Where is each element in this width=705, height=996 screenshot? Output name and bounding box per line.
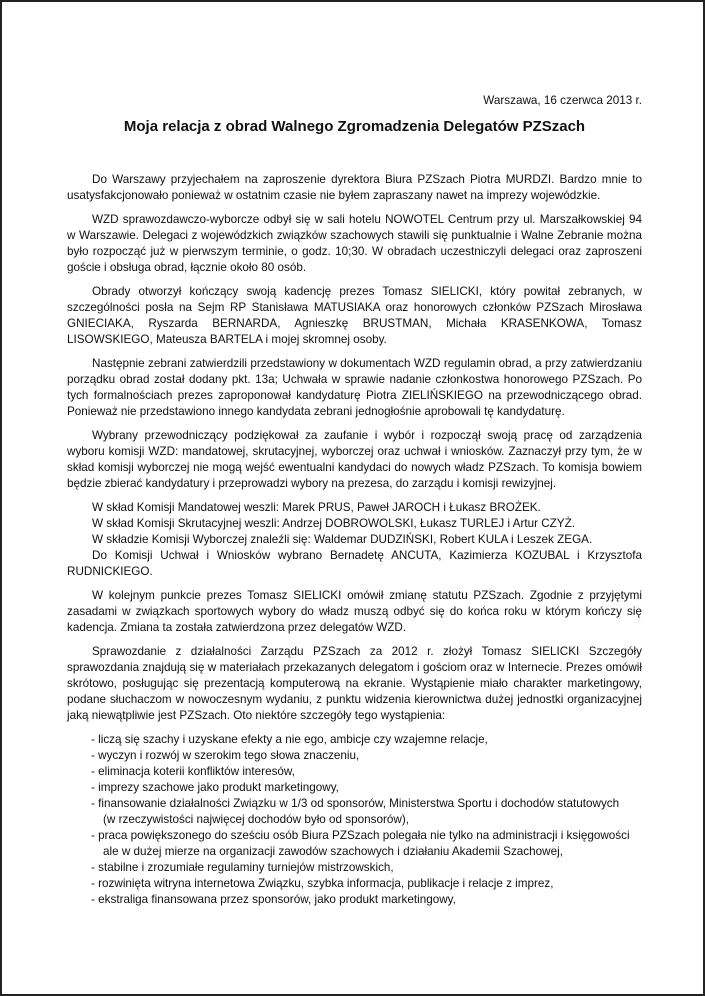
paragraph-venue: WZD sprawozdawczo-wyborcze odbył się w sali hotelu NOWOTEL Centrum przy ul. Marszałkowskiej 94 w Warszawie. Delegaci z wojewódzkich związków szachowych stawili się punktualnie i Walne Zebranie można było rozpocząć już w pierwszym terminie, o godz. 10;30. W obradach uczestniczyli delegaci oraz zaproszeni goście i obsługa obrad, łącznie około 80 osób. — [67, 213, 642, 274]
committee-election: W składzie Komisji Wyborczej znaleźli się: Waldemar DUDZIŃSKI, Robert KULA i Leszek ZEGA. — [92, 533, 593, 546]
list-item: - wyczyn i rozwój w szerokim tego słowa znaczeniu, — [91, 749, 360, 762]
list-item-continuation: (w rzeczywistości najwięcej dochodów było od sponsorów), — [103, 813, 409, 826]
list-item: - finansowanie działalności Związku w 1/3 od sponsorów, Ministerstwa Sportu i dochodów statutowych (w rzeczywistości najwięcej dochodów było od sponsorów), — [91, 796, 642, 828]
committee-counting: W skład Komisji Skrutacyjnej weszli: Andrzej DOBROWOLSKI, Łukasz TURLEJ i Artur CZYŻ. — [92, 517, 575, 530]
list-item: - praca powiększonego do sześciu osób Biura PZSzach polegała nie tylko na administracji i księgowości ale w dużej mierze na organizacji zawodów szachowych i działaniu Akademii Szachowej, — [91, 828, 642, 860]
document-body — [67, 93, 642, 908]
paragraph-committees-intro: Wybrany przewodniczący podziękował za zaufanie i wybór i rozpoczął swoją pracę od zarządzenia wyboru komisji WZD: mandatowej, skrutacyjnej, wyborczej oraz uchwał i wniosków. Zaznaczył przy tym, że w skład komisji wyborczej nie mogą wejść ewentualni kandydaci do nowych władz PZSzach. To komisja bowiem będzie zbierać kandydatury i przeprowadzi wybory na prezesa, do zarządu i komisji rewizyjnej. — [67, 429, 642, 490]
list-item-continuation: ale w dużej mierze na organizacji zawodów szachowych i działaniu Akademii Szachowej, — [103, 845, 563, 858]
list-item: - eliminacja koterii konfliktów interesów, — [91, 765, 295, 778]
committee-list — [67, 500, 642, 580]
list-item: - imprezy szachowe jako produkt marketingowy, — [91, 781, 339, 794]
paragraph-report: Sprawozdanie z działalności Zarządu PZSzach za 2012 r. złożył Tomasz SIELICKI Szczegóły sprawozdania znajdują się w materiałach przekazanych delegatom i gościom oraz w Internecie. Prezes omówił skrótowo, posługując się prezentacją komputerową na ekranie. Wystąpienie miało charakter marketingowy, podane słuchaczom w nowoczesnym wydaniu, z punktu widzenia kierownictwa dużej jednostki organizacyjnej jaką niewątpliwie jest PZSzach. Oto niektóre szczegóły tego wystąpienia: — [67, 645, 642, 722]
paragraph-arrival: Do Warszawy przyjechałem na zaproszenie dyrektora Biura PZSzach Piotra MURDZI. Bardzo mnie to usatysfakcjonowało ponieważ w ostatnim czasie nie byłem zapraszany nawet na imprezy wojewódzkie. — [67, 173, 642, 202]
list-item: - ekstraliga finansowana przez sponsorów, jako produkt marketingowy, — [91, 893, 456, 906]
document-title: Moja relacja z obrad Walnego Zgromadzenia Delegatów PZSzach — [123, 118, 586, 135]
paragraph-opening: Obrady otworzył kończący swoją kadencję prezes Tomasz SIELICKI, który powitał zebranych, w szczególności posła na Sejm RP Stanisława MATUSIAKA oraz honorowych członków PZSzach Mirosława GNIECIAKA, Ryszarda BERNARDA, Agnieszkę BRUSTMAN, Michała KRASENKOWA, Tomasz LISOWSKIEGO, Mateusza BARTELA i mojej skromnej osoby. — [67, 285, 642, 346]
paragraph-agenda: Następnie zebrani zatwierdzili przedstawiony w dokumentach WZD regulamin obrad, a przy zatwierdzaniu porządku obrad został dodany pkt. 13a; Uchwała w sprawie nadanie członkostwa honorowego PZSzach. Po tych formalnościach prezes zaproponował kandydaturę Piotra ZIELIŃSKIEGO na przewodniczącego obrad. Ponieważ nie przedstawiono innego kandydata zebrani jednogłośnie aprobowali tę kandydaturę. — [67, 357, 642, 418]
committee-resolutions: Do Komisji Uchwał i Wniosków wybrano Bernadetę ANCUTA, Kazimierza KOZUBAL i Krzysztofa RUDNICKIEGO. — [67, 549, 642, 578]
document-date: Warszawa, 16 czerwca 2013 r. — [483, 94, 642, 107]
report-highlights-list — [67, 732, 642, 908]
paragraph-statute: W kolejnym punkcie prezes Tomasz SIELICKI omówił zmianę statutu PZSzach. Zgodnie z przyjętymi zasadami w związkach sportowych wybory do władz muszą odbyć się do końca roku w którym kończy się kadencja. Zmiana ta została zatwierdzona przez delegatów WZD. — [67, 589, 642, 634]
list-item: - stabilne i zrozumiałe regulaminy turniejów mistrzowskich, — [91, 861, 394, 874]
list-item: - rozwinięta witryna internetowa Związku, szybka informacja, publikacje i relacje z imprez, — [91, 877, 554, 890]
committee-mandate: W skład Komisji Mandatowej weszli: Marek PRUS, Paweł JAROCH i Łukasz BROŻEK. — [92, 501, 541, 514]
list-item: - liczą się szachy i uzyskane efekty a nie ego, ambicje czy wzajemne relacje, — [91, 733, 488, 746]
